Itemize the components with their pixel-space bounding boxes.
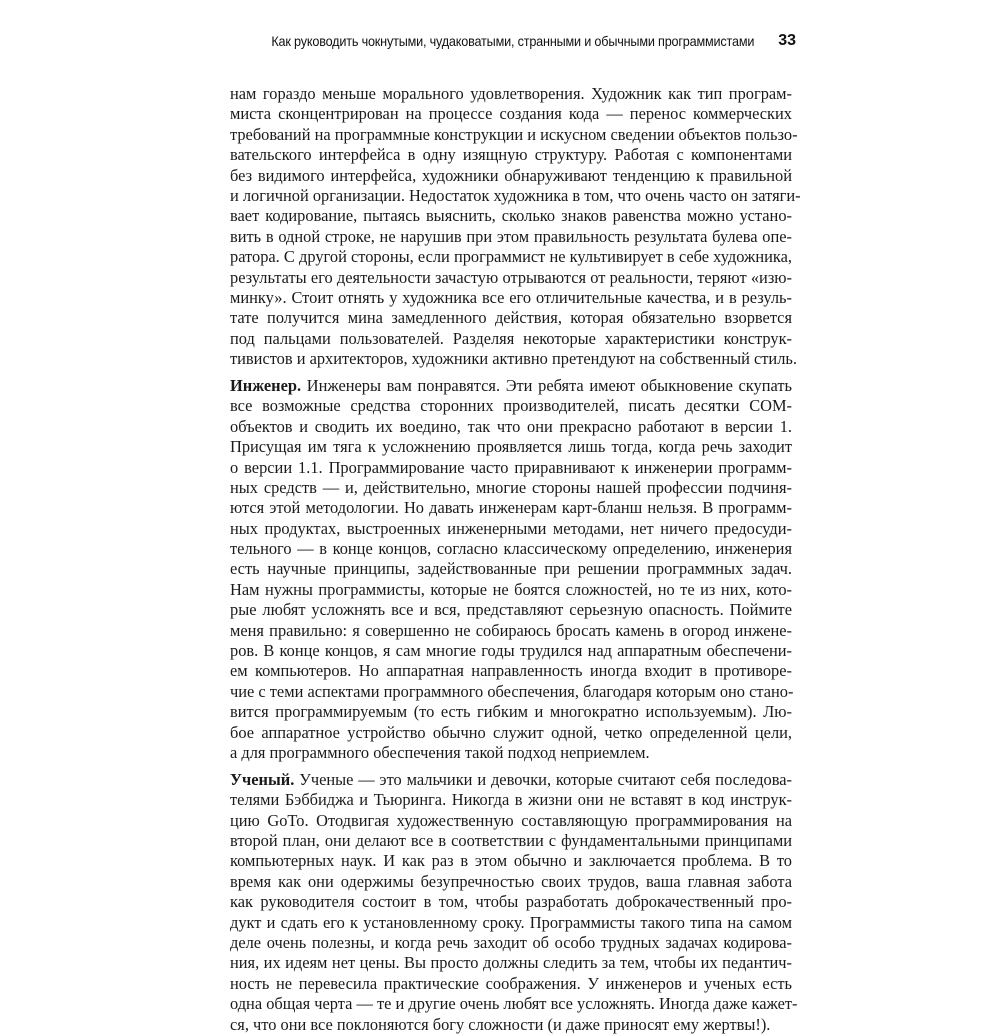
text-line — [230, 600, 792, 620]
line-text: бое аппаратное устройство обычно служит одной, четко определенной цели, — [230, 722, 792, 742]
text-line — [230, 206, 792, 226]
text-line — [230, 288, 792, 308]
running-header — [190, 34, 796, 56]
text-line — [230, 682, 792, 702]
text-line — [230, 437, 792, 457]
paragraph-term: Инженер. — [230, 375, 302, 395]
text-line — [230, 790, 792, 810]
text-line — [230, 994, 798, 1014]
line-text: и логичной организации. Недостаток художника в том, что очень часто он затяги- — [230, 185, 801, 205]
line-text: ратора. С другой стороны, если программист не культивирует в себе художника, — [230, 247, 792, 267]
text-line — [230, 376, 792, 396]
text-line — [230, 743, 792, 763]
line-text: тельного — в конце концов, согласно классическому определению, инженерия — [230, 539, 792, 559]
line-text: как руководителя состоит в том, чтобы разработать доброкачественный про- — [230, 892, 792, 912]
line-text: ся, что они все поклоняются богу сложности (и даже приносят ему жертвы!). — [230, 1014, 771, 1034]
line-text: результаты его деятельности зачастую отрываются от реальности, теряют «изю- — [230, 267, 792, 287]
line-text: а для программного обеспечения такой подход неприемлем. — [230, 743, 650, 762]
page-number: 33 — [778, 32, 796, 49]
line-text: вает кодирование, пытаясь выяснить, сколько знаков равенства можно устано- — [230, 206, 792, 226]
text-line — [230, 559, 792, 579]
text-line — [230, 519, 792, 539]
running-title: Как руководить чокнутыми, чудаковатыми, странными и обычными программистами — [271, 34, 754, 49]
line-text: ных продуктах, выстроенных инженерными методами, нет ничего предосуди- — [230, 518, 792, 538]
line-text: время как они одержимы безупречностью своих трудов, ваша главная забота — [230, 871, 792, 891]
text-line — [230, 84, 792, 104]
line-text: все возможные средства сторонних производителей, писать десятки COM- — [230, 396, 792, 416]
line-text: Присущая им тяга к усложнению проявляется лишь тогда, когда речь заходит — [230, 437, 792, 457]
line-text: цию GoTo. Отодвигая художественную составляющую программирования на — [230, 810, 792, 830]
text-line — [230, 661, 792, 681]
text-line — [230, 268, 792, 288]
text-line — [230, 166, 792, 186]
text-line — [230, 872, 792, 892]
text-line — [230, 892, 792, 912]
body-text — [230, 84, 801, 1035]
text-line — [230, 417, 792, 437]
line-text: тате получится мина замедленного действия, которая обязательно взорвется — [230, 308, 792, 328]
text-line — [230, 723, 792, 743]
text-line — [230, 933, 792, 953]
line-text: требований на программные конструкции и искусном сведении объектов пользо- — [230, 124, 798, 144]
line-text: деле очень полезны, и когда речь заходит об особо трудных задачах кодирова- — [230, 933, 792, 953]
text-line — [230, 124, 798, 145]
line-text: чие с теми аспектами программного обеспечения, благодаря которым оно стано- — [230, 681, 794, 701]
line-text: ем компьютеров. Но аппаратная направленность иногда входит в противоре- — [230, 661, 792, 681]
text-line — [230, 458, 792, 478]
line-text: Инженеры вам понравятся. Эти ребята имеют обыкновение скупать — [301, 375, 792, 395]
paragraph — [230, 84, 801, 369]
text-line — [230, 349, 797, 369]
text-line — [230, 329, 792, 349]
paragraph — [230, 376, 792, 763]
text-line — [230, 1015, 792, 1035]
text-line — [230, 396, 792, 416]
line-text: рые любят усложнять все и вся, представляют серьезную опасность. Поймите — [230, 600, 792, 620]
line-text: второй план, они делают все в соответствии с фундаментальными принципами — [230, 831, 792, 851]
line-text: ются этой методологии. Но давать инженерам карт-бланш нельзя. В программ- — [230, 498, 792, 518]
line-text: компьютерных наук. И как раз в этом обычно и заключается проблема. В то — [230, 851, 792, 871]
text-line — [230, 104, 792, 124]
line-text: миста сконцентрирован на процессе создания кода — перенос коммерческих — [230, 104, 792, 124]
line-text: есть научные принципы, задействованные при решении программных задач. — [230, 559, 792, 579]
text-line — [230, 580, 792, 600]
text-line — [230, 974, 792, 994]
line-text: ных средств — и, действительно, многие стороны нашей профессии подчиня- — [230, 477, 792, 497]
text-line — [230, 770, 792, 790]
line-text: вить в одной строке, не нарушив при этом правильность результата булева опе- — [230, 226, 792, 246]
text-line — [230, 811, 792, 831]
line-text: о версии 1.1. Программирование часто приравнивают к инженерии программ- — [230, 457, 792, 477]
text-line — [230, 831, 792, 851]
text-line — [230, 498, 792, 518]
text-line — [230, 247, 792, 267]
paragraph — [230, 769, 798, 1035]
line-text: ния, их идеям нет цены. Вы просто должны следить за тем, чтобы их педантич- — [230, 953, 792, 973]
text-line — [230, 539, 792, 559]
line-text: ность не перевесила практические соображения. У инженеров и ученых есть — [230, 973, 792, 993]
line-text: дукт и сдать его к установленному сроку. Программисты такого типа на самом — [230, 912, 792, 932]
line-text: вится программируемым (то есть гибким и многократно используемым). Лю- — [230, 702, 792, 722]
text-line — [230, 478, 792, 498]
line-text: минку». Стоит отнять у художника все его отличительные качества, и в резуль- — [230, 287, 792, 307]
paragraph-term: Ученый. — [230, 769, 295, 789]
text-line — [230, 145, 792, 165]
text-line — [230, 851, 792, 871]
text-line — [230, 227, 792, 247]
line-text: одна общая черта — те и другие очень любят все усложнять. Иногда даже кажет- — [230, 994, 798, 1014]
line-text: Нам нужны программисты, которые не боятся сложностей, но те из них, кото- — [230, 579, 792, 599]
line-text: вательского интерфейса в одну изящную структуру. Работая с компонентами — [230, 145, 792, 165]
text-line — [230, 913, 792, 933]
text-line — [230, 641, 792, 661]
line-text: объектов и сводить их воедино, так что они прекрасно работают в версии 1. — [230, 416, 792, 436]
text-line — [230, 308, 792, 328]
line-text: без видимого интерфейса, художники обнаруживают тенденцию к правильной — [230, 165, 792, 185]
line-text: тивистов и архитекторов, художники активно претендуют на собственный стиль. — [230, 349, 797, 369]
line-text: ров. В конце концов, я сам многие годы трудился над аппаратным обеспечени- — [230, 641, 792, 661]
line-text: Ученые — это мальчики и девочки, которые считают себя последова- — [294, 769, 792, 789]
text-line — [230, 621, 792, 641]
text-line — [230, 702, 792, 722]
text-line — [230, 185, 801, 206]
line-text: телями Бэббиджа и Тьюринга. Никогда в жизни они не вставят в код инструк- — [230, 790, 792, 810]
line-text: меня правильно: я совершенно не собираюсь бросать камень в огород инжене- — [230, 620, 792, 640]
line-text: нам гораздо меньше морального удовлетворения. Художник как тип програм- — [230, 84, 792, 103]
line-text: под пальцами пользователей. Разделяя некоторые характеристики конструк- — [230, 328, 792, 348]
text-line — [230, 953, 792, 973]
